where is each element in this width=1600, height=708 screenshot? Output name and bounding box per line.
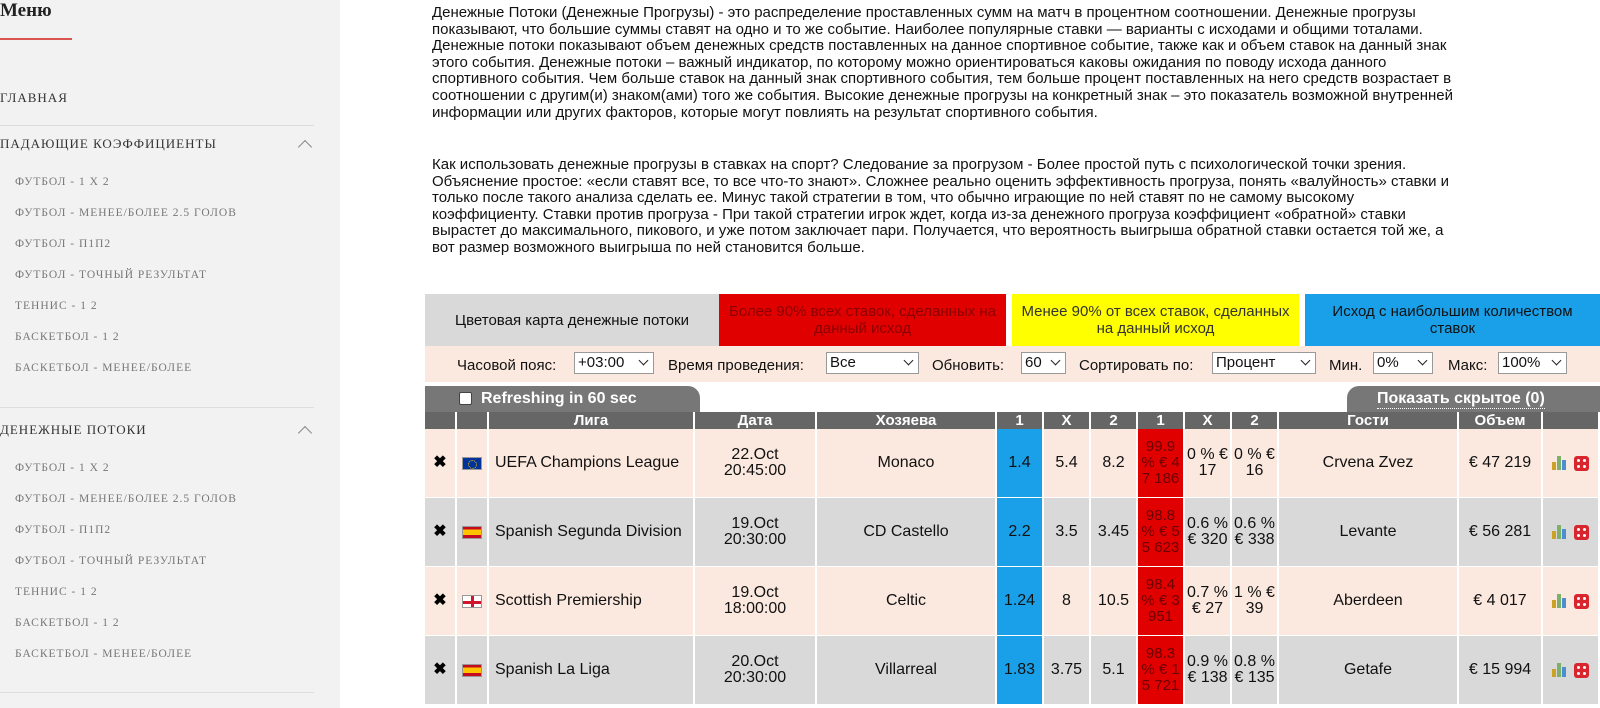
match-date: 20.Oct bbox=[731, 653, 779, 670]
column-header-home[interactable]: Хозяева bbox=[817, 412, 997, 429]
hide-row-button[interactable] bbox=[425, 567, 457, 635]
text-line: информации или других факторов, которые могут повлиять на результат спортивного события. bbox=[432, 103, 1098, 121]
text-line: показывают, что большие суммы ставят на одно и то же событие. Наиболее популярные ставки — варианты с исходами и общими тоталами. bbox=[432, 20, 1423, 38]
money-flows-table bbox=[425, 412, 1600, 708]
sidebar-subitem[interactable]: ТЕННИС - 1 2 bbox=[15, 586, 98, 598]
match-time: 18:00:00 bbox=[723, 600, 787, 617]
odds-2: 5.1 bbox=[1091, 636, 1138, 704]
column-header-pct-2[interactable]: 2 bbox=[1232, 412, 1279, 429]
away-team: Levante bbox=[1279, 498, 1459, 566]
england-flag-icon bbox=[462, 595, 482, 608]
match-date: 22.Oct bbox=[731, 446, 779, 463]
sidebar-subitem[interactable]: ФУТБОЛ - МЕНЕЕ/БОЛЕЕ 2.5 ГОЛОВ bbox=[15, 207, 237, 219]
hide-row-button[interactable] bbox=[425, 636, 457, 704]
min-value: 0% bbox=[1377, 354, 1399, 371]
flag-cell bbox=[457, 567, 489, 635]
show-hidden-link[interactable]: Показать скрытое (0) bbox=[1377, 390, 1545, 407]
odds-2: 3.45 bbox=[1091, 498, 1138, 566]
volume: € 15 994 bbox=[1459, 636, 1543, 704]
sort-value: Процент bbox=[1216, 354, 1276, 371]
timezone-value: +03:00 bbox=[578, 354, 625, 371]
refresh-select[interactable] bbox=[1021, 352, 1066, 374]
odds-2: 8.2 bbox=[1091, 429, 1138, 497]
column-header-pct-1[interactable]: 1 bbox=[1138, 412, 1185, 429]
spain-flag-icon bbox=[462, 526, 482, 539]
sidebar-subitem[interactable]: ФУТБОЛ - 1 X 2 bbox=[15, 462, 110, 474]
sidebar-subitem[interactable]: ФУТБОЛ - 1 X 2 bbox=[15, 176, 110, 188]
money-pct-1: 99.9 % € 47 186 bbox=[1138, 429, 1185, 497]
date-cell bbox=[695, 429, 817, 497]
bar-chart-icon[interactable] bbox=[1552, 594, 1566, 608]
hide-row-button[interactable] bbox=[425, 498, 457, 566]
text-line: только после такого анализа сделать ее. Минус такой стратегии в том, что обычно играющие по ней ставят по не самому высокому bbox=[432, 189, 1355, 207]
flag-cell bbox=[457, 498, 489, 566]
text-line: вот размер возможного выигрыша по ней становится больше. bbox=[432, 238, 865, 256]
table-row bbox=[425, 498, 1600, 566]
money-pct-x: 0.9 % € 138 bbox=[1185, 636, 1232, 704]
dice-icon[interactable] bbox=[1574, 456, 1589, 471]
table-row bbox=[425, 567, 1600, 635]
dice-icon[interactable] bbox=[1574, 594, 1589, 609]
odds-x: 3.75 bbox=[1044, 636, 1091, 704]
chevron-down-icon bbox=[904, 356, 914, 366]
home-team: Villarreal bbox=[817, 636, 997, 704]
bar-chart-icon[interactable] bbox=[1552, 525, 1566, 539]
row-actions bbox=[1543, 498, 1600, 566]
money-pct-x: 0.6 % € 320 bbox=[1185, 498, 1232, 566]
intro-paragraph-2 bbox=[432, 157, 1592, 257]
money-pct-1: 98.4 % € 3 951 bbox=[1138, 567, 1185, 635]
text-line: вырастет до максимального, пикового, и уже потом заключает пари. Получается, что вероятность выигрыша обратной ставки остается той же, а bbox=[432, 222, 1444, 240]
spain-flag-icon bbox=[462, 664, 482, 677]
away-team: Crvena Zvez bbox=[1279, 429, 1459, 497]
column-header-pct-x[interactable]: X bbox=[1185, 412, 1232, 429]
money-pct-x: 0 % € 17 bbox=[1185, 429, 1232, 497]
chevron-down-icon bbox=[1552, 356, 1562, 366]
money-pct-x: 0.7 % € 27 bbox=[1185, 567, 1232, 635]
money-pct-1: 98.8 % € 55 623 bbox=[1138, 498, 1185, 566]
row-actions bbox=[1543, 636, 1600, 704]
min-select[interactable] bbox=[1373, 352, 1433, 374]
sort-label: Сортировать по: bbox=[1079, 357, 1194, 374]
column-header bbox=[1543, 412, 1600, 429]
bar-chart-icon[interactable] bbox=[1552, 456, 1566, 470]
hide-row-button[interactable] bbox=[425, 429, 457, 497]
match-time: 20:30:00 bbox=[723, 669, 787, 686]
sidebar-subitem[interactable]: ФУТБОЛ - ТОЧНЫЙ РЕЗУЛЬТАТ bbox=[15, 269, 208, 281]
chevron-down-icon bbox=[1418, 356, 1428, 366]
sidebar-subitem[interactable]: ФУТБОЛ - П1П2 bbox=[15, 238, 112, 250]
dice-icon[interactable] bbox=[1574, 525, 1589, 540]
sidebar-subitem[interactable]: БАСКЕТБОЛ - МЕНЕЕ/БОЛЕЕ bbox=[15, 362, 193, 374]
row-actions bbox=[1543, 429, 1600, 497]
flag-cell bbox=[457, 429, 489, 497]
sidebar-subitem[interactable]: ФУТБОЛ - ТОЧНЫЙ РЕЗУЛЬТАТ bbox=[15, 555, 208, 567]
close-icon[interactable]: ✖ bbox=[433, 454, 447, 471]
sidebar-subitem[interactable]: БАСКЕТБОЛ - 1 2 bbox=[15, 617, 120, 629]
eu-flag-icon bbox=[462, 457, 482, 470]
sidebar-subitem[interactable]: ТЕННИС - 1 2 bbox=[15, 300, 98, 312]
time-select[interactable] bbox=[826, 352, 919, 374]
menu-title-underline bbox=[0, 38, 72, 40]
chevron-up-icon[interactable] bbox=[298, 140, 312, 154]
sort-select[interactable] bbox=[1212, 352, 1316, 374]
home-team: CD Castello bbox=[817, 498, 997, 566]
text-line: этого события. Денежные потоки – важный индикатор, по которому можно ориентироваться каковы ожидания по поводу исхода данного bbox=[432, 53, 1387, 71]
volume: € 47 219 bbox=[1459, 429, 1543, 497]
money-pct-2: 0.8 % € 135 bbox=[1232, 636, 1279, 704]
dice-icon[interactable] bbox=[1574, 663, 1589, 678]
close-icon[interactable]: ✖ bbox=[433, 523, 447, 540]
close-icon[interactable]: ✖ bbox=[433, 592, 447, 609]
sidebar-divider bbox=[0, 407, 314, 408]
row-actions bbox=[1543, 567, 1600, 635]
odds-2: 10.5 bbox=[1091, 567, 1138, 635]
column-header-away[interactable]: Гости bbox=[1279, 412, 1459, 429]
match-date: 19.Oct bbox=[731, 515, 779, 532]
chevron-down-icon bbox=[639, 356, 649, 366]
odds-1: 1.24 bbox=[997, 567, 1044, 635]
max-select[interactable] bbox=[1498, 352, 1567, 374]
color-legend bbox=[425, 294, 1600, 346]
date-cell bbox=[695, 498, 817, 566]
date-cell bbox=[695, 636, 817, 704]
column-header-odds-x[interactable]: X bbox=[1044, 412, 1091, 429]
money-pct-2: 0.6 % € 338 bbox=[1232, 498, 1279, 566]
legend-blue: Исход с наибольшим количеством ставок bbox=[1305, 294, 1600, 346]
home-team: Celtic bbox=[817, 567, 997, 635]
intro-paragraph-1 bbox=[432, 5, 1592, 121]
sidebar-item-home[interactable]: ГЛАВНАЯ bbox=[0, 90, 68, 105]
refresh-checkbox[interactable] bbox=[459, 392, 472, 405]
match-time: 20:30:00 bbox=[723, 531, 787, 548]
volume: € 56 281 bbox=[1459, 498, 1543, 566]
legend-yellow: Менее 90% от всех ставок, сделанных на данный исход bbox=[1012, 294, 1299, 346]
sidebar-section-money-flows[interactable]: ДЕНЕЖНЫЕ ПОТОКИ bbox=[0, 422, 147, 437]
flag-cell bbox=[457, 636, 489, 704]
table-row bbox=[425, 429, 1600, 497]
money-pct-1: 98.3 % € 15 721 bbox=[1138, 636, 1185, 704]
odds-x: 5.4 bbox=[1044, 429, 1091, 497]
away-team: Getafe bbox=[1279, 636, 1459, 704]
league-cell: Spanish La Liga bbox=[489, 636, 695, 704]
money-pct-2: 0 % € 16 bbox=[1232, 429, 1279, 497]
chevron-down-icon bbox=[1051, 356, 1061, 366]
sidebar-subitem[interactable]: БАСКЕТБОЛ - МЕНЕЕ/БОЛЕЕ bbox=[15, 648, 193, 660]
column-header bbox=[457, 412, 489, 429]
match-date: 19.Oct bbox=[731, 584, 779, 601]
legend-red: Более 90% всех ставок, сделанных на данный исход bbox=[719, 294, 1006, 346]
menu-title: Меню bbox=[0, 0, 52, 21]
sidebar-subitem[interactable]: ФУТБОЛ - МЕНЕЕ/БОЛЕЕ 2.5 ГОЛОВ bbox=[15, 493, 237, 505]
column-header-league[interactable]: Лига bbox=[489, 412, 695, 429]
time-label: Время проведения: bbox=[668, 357, 804, 374]
text-line: Как использовать денежные прогрузы в ставках на спорт? Следование за прогрузом - Более простой путь с психологической точки зрения. bbox=[432, 156, 1407, 173]
chevron-up-icon[interactable] bbox=[298, 426, 312, 440]
sidebar-subitem[interactable]: БАСКЕТБОЛ - 1 2 bbox=[15, 331, 120, 343]
odds-x: 3.5 bbox=[1044, 498, 1091, 566]
time-value: Все bbox=[830, 354, 856, 371]
match-time: 20:45:00 bbox=[723, 462, 787, 479]
away-team: Aberdeen bbox=[1279, 567, 1459, 635]
timezone-select[interactable] bbox=[574, 352, 654, 374]
bar-chart-icon[interactable] bbox=[1552, 663, 1566, 677]
odds-x: 8 bbox=[1044, 567, 1091, 635]
show-hidden-tab[interactable] bbox=[1347, 386, 1600, 412]
close-icon[interactable]: ✖ bbox=[433, 661, 447, 678]
date-cell bbox=[695, 567, 817, 635]
sidebar-divider bbox=[0, 692, 314, 693]
legend-title: Цветовая карта денежные потоки bbox=[425, 294, 719, 346]
max-label: Макс: bbox=[1448, 357, 1488, 374]
text-line: Объяснение простое: «если ставят все, то все что-то знают». Сложнее реально оценить эффективность прогруза, понять «валуйность» ставки и bbox=[432, 172, 1449, 190]
text-line: Денежные Потоки (Денежные Прогрузы) - это распределение проставленных сумм на матч в процентном соотношении. Денежные прогрузы bbox=[432, 4, 1416, 21]
column-header-volume[interactable]: Объем bbox=[1459, 412, 1543, 429]
refresh-countdown: Refreshing in 60 sec bbox=[481, 390, 637, 407]
league-cell: Scottish Premiership bbox=[489, 567, 695, 635]
odds-1: 2.2 bbox=[997, 498, 1044, 566]
refresh-label: Обновить: bbox=[932, 357, 1005, 374]
home-team: Monaco bbox=[817, 429, 997, 497]
volume: € 4 017 bbox=[1459, 567, 1543, 635]
odds-1: 1.83 bbox=[997, 636, 1044, 704]
timezone-label: Часовой пояс: bbox=[457, 357, 557, 374]
text-line: коэффициенту. Ставки против прогруза - При такой стратегии игрок ждет, когда из-за денежного прогруза коэффициент «обратной» ставки bbox=[432, 205, 1406, 223]
text-line: соотношении с другим(и) знаком(ами) того же события. Высокие денежные прогрузы на конкретный знак – это показатель возможной внутренней bbox=[432, 86, 1453, 104]
sidebar-subitem[interactable]: ФУТБОЛ - П1П2 bbox=[15, 524, 112, 536]
league-cell: UEFA Champions League bbox=[489, 429, 695, 497]
text-line: спортивного события. Чем больше ставок на данный знак спортивного события, тем больше процент поставленных на него средств возрастает в bbox=[432, 70, 1452, 88]
column-header bbox=[425, 412, 457, 429]
sidebar bbox=[0, 0, 340, 708]
chevron-down-icon bbox=[1301, 356, 1311, 366]
sidebar-section-dropping-odds[interactable]: ПАДАЮЩИЕ КОЭФФИЦИЕНТЫ bbox=[0, 136, 217, 151]
text-line: Денежные потоки показывают объем денежных средств поставленных на данное спортивное событие, также как и объем ставок на данный знак bbox=[432, 37, 1447, 55]
column-header-date[interactable]: Дата bbox=[695, 412, 817, 429]
table-row bbox=[425, 636, 1600, 704]
refresh-value: 60 bbox=[1025, 354, 1042, 371]
league-cell: Spanish Segunda Division bbox=[489, 498, 695, 566]
refresh-tab[interactable] bbox=[425, 386, 700, 412]
column-header-odds-2[interactable]: 2 bbox=[1091, 412, 1138, 429]
sidebar-divider bbox=[0, 125, 314, 126]
max-value: 100% bbox=[1502, 354, 1541, 371]
odds-1: 1.4 bbox=[997, 429, 1044, 497]
min-label: Мин. bbox=[1329, 357, 1363, 374]
money-pct-2: 1 % € 39 bbox=[1232, 567, 1279, 635]
column-header-odds-1[interactable]: 1 bbox=[997, 412, 1044, 429]
filters-bar bbox=[425, 346, 1600, 382]
